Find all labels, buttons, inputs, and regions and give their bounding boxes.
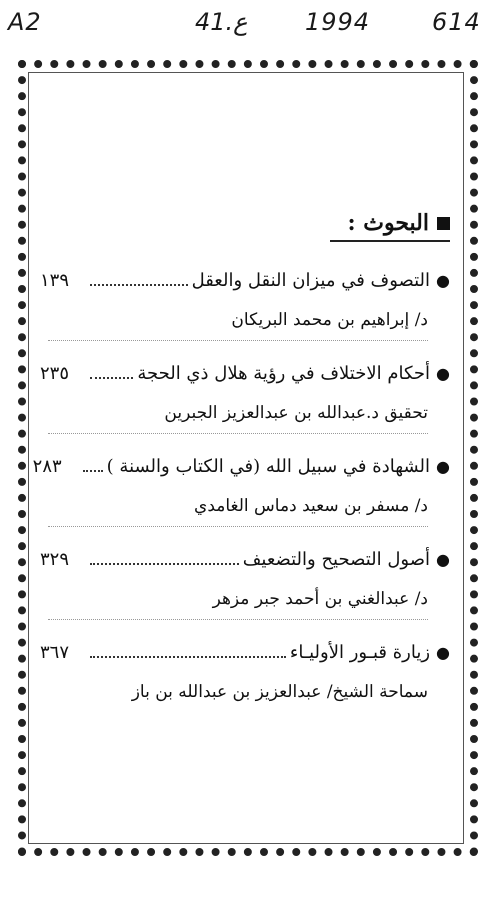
square-bullet-icon (437, 217, 450, 230)
entry-page-number: ٢٨٣ (32, 456, 62, 477)
annotation-code: A2 (8, 8, 42, 36)
toc-entry (40, 642, 450, 712)
entry-page-number: ٣٦٧ (40, 642, 70, 663)
annotation-number: 41.ع (195, 8, 248, 36)
entry-author: د/ مسفر بن سعيد دماس الغامدي (48, 496, 428, 527)
entry-author: د/ عبدالغني بن أحمد جبر مزهر (48, 589, 428, 620)
entry-author: سماحة الشيخ/ عبدالعزيز بن عبدالله بن باز (131, 682, 428, 702)
entry-page-number: ١٣٩ (40, 270, 70, 291)
table-of-contents (32, 210, 450, 734)
bullet-icon: ● (436, 550, 450, 569)
section-heading (330, 210, 450, 242)
toc-entry (40, 363, 450, 434)
bullet-icon: ● (436, 643, 450, 662)
entry-title: زيارة قبـور الأوليـاء (289, 642, 431, 663)
entry-title: التصوف في ميزان النقل والعقل (191, 270, 431, 291)
entry-page-number: ٢٣٥ (40, 363, 70, 384)
dot-leader (90, 656, 286, 658)
bullet-icon: ● (436, 271, 450, 290)
bullet-icon: ● (436, 364, 450, 383)
entry-title: أصول التصحيح والتضعيف (242, 549, 431, 570)
entry-page-number: ٣٢٩ (40, 549, 70, 570)
toc-entry (32, 456, 450, 527)
dot-leader (83, 470, 103, 472)
dot-leader (90, 284, 188, 286)
entry-title: أحكام الاختلاف في رؤية هلال ذي الحجة (137, 363, 431, 384)
entry-title: الشهادة في سبيل الله (في الكتاب والسنة ) (106, 456, 431, 477)
toc-entry (40, 270, 450, 341)
dot-leader (90, 563, 239, 565)
annotation-page: 614 (432, 8, 481, 36)
entry-author: د/ إبراهيم بن محمد البريكان (48, 310, 428, 341)
annotation-year: 1994 (305, 8, 371, 36)
bullet-icon: ● (436, 457, 450, 476)
entry-author: تحقيق د.عبدالله بن عبدالعزيز الجبرين (48, 403, 428, 434)
dot-leader (90, 377, 133, 379)
toc-entry (40, 549, 450, 620)
section-title: البحوث : (347, 210, 429, 236)
